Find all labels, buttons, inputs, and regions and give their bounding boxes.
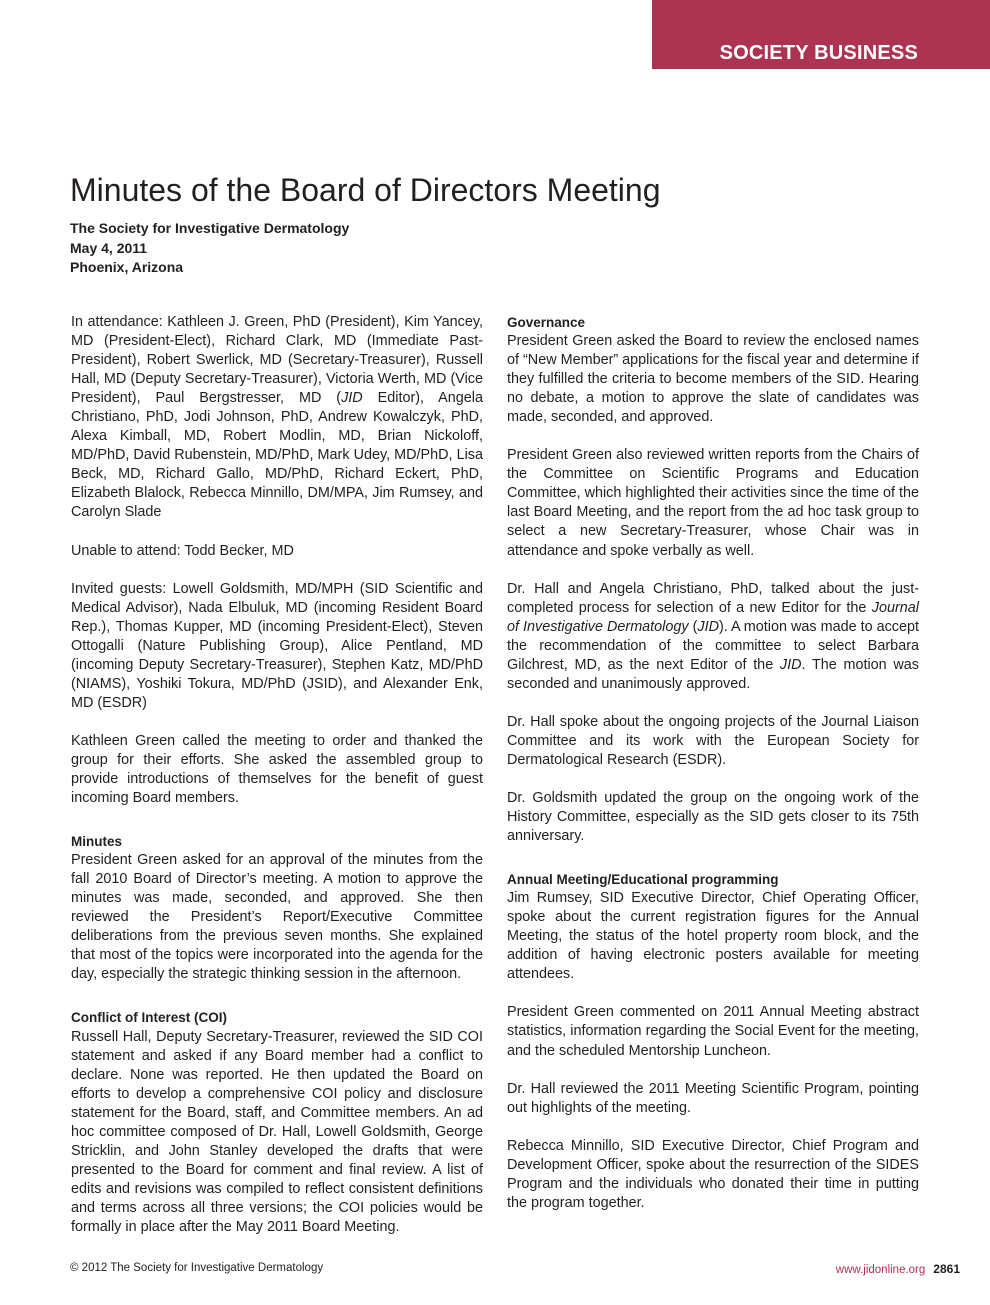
page-number: 2861 [933, 1262, 960, 1276]
guests-paragraph: Invited guests: Lowell Goldsmith, MD/MPH (SID Scientific and Medical Advisor), Nada Elbuluk, MD (incoming Resident Board Rep.), Thomas Kupper, MD (incoming President-Elect), Steven Ottogalli (Nature Publishing Group), Alice Pentland, MD (incoming Deputy Secretary-Treasurer), Stephen Katz, MD/PhD (NIAMS), Yoshiki Tokura, MD/PhD (JSID), and Alexander Enk, MD (ESDR) [71, 580, 483, 711]
journal-url-link[interactable]: www.jidonline.org [835, 1264, 926, 1276]
history-paragraph: Dr. Goldsmith updated the group on the ongoing work of the History Committee, especially as the SID gets closer to its 75th anniversary. [507, 789, 919, 845]
governance-paragraph-2: President Green also reviewed written reports from the Chairs of the Committee on Scientific Programs and Education Committee, which highlighted their activities since the time of the last Board Meeting, and the report from the ad hoc task group to select a new Secretary-Treasurer, whose Chair was in attendance and spoke verbally as well. [507, 447, 919, 559]
jid-abbrev: JID [779, 656, 802, 673]
article-title: Minutes of the Board of Directors Meeting [70, 172, 661, 208]
article-meta [70, 219, 349, 278]
right-column [507, 313, 919, 1232]
coi-paragraph: Russell Hall, Deputy Secretary-Treasurer, reviewed the SID COI statement and asked if any Board member had a conflict to declare. None was reported. He then updated the Board on efforts to develop a comprehensive COI policy and disclosure statement for the Board, staff, and Committee members. An ad hoc committee composed of Dr. Hall, Lowell Goldsmith, George Stricklin, and John Stanley developed the drafts that were presented to the Board for comment and final review. A list of edits and revisions was compiled to reflect consistent definitions and terms across all three versions; the COI policies would be formally in place after the May 2011 Board Meeting. [71, 1028, 483, 1235]
liaison-paragraph: Dr. Hall spoke about the ongoing projects of the Journal Liaison Committee and its work with the European Society for Dermatological Research (ESDR). [507, 713, 919, 768]
organization-name: The Society for Investigative Dermatology [70, 220, 350, 236]
minutes-heading: Minutes [71, 834, 123, 850]
annual-paragraph-4: Rebecca Minnillo, SID Executive Director, Chief Program and Development Officer, spoke about the resurrection of the SIDES Program and the individuals who donated their time in putting the program together. [507, 1137, 919, 1211]
coi-heading: Conflict of Interest (COI) [71, 1010, 227, 1026]
section-label: SOCIETY BUSINESS [719, 42, 918, 64]
jid-abbrev: JID [697, 618, 719, 635]
jid-abbrev: JID [341, 390, 363, 407]
meeting-location: Phoenix, Arizona [70, 259, 184, 275]
unable-paragraph: Unable to attend: Todd Becker, MD [71, 542, 294, 559]
editor-paragraph: Dr. Hall and Angela Christiano, PhD, talked about the just-completed process for selection of a new Editor for the Journal of Investigative Dermatology (JID). A motion was made to accept the recommendation of the committee to select Barbara Gilchrest, MD, as the next Editor of the JID. The motion was seconded and unanimously approved. [507, 580, 919, 692]
opening-paragraph: Kathleen Green called the meeting to order and thanked the group for their efforts. She asked the assembled group to provide introductions of themselves for the benefit of guest incoming Board members. [71, 732, 483, 807]
section-banner [652, 0, 990, 69]
annual-paragraph-3: Dr. Hall reviewed the 2011 Meeting Scientific Program, pointing out highlights of the meeting. [507, 1080, 919, 1116]
left-column [71, 313, 483, 1256]
governance-heading: Governance [507, 315, 586, 330]
meeting-date: May 4, 2011 [70, 239, 148, 256]
attendance-paragraph: In attendance: Kathleen J. Green, PhD (President), Kim Yancey, MD (President-Elect), Richard Clark, MD (Immediate Past-President), Robert Swerlick, MD (Secretary-Treasurer), Russell Hall, MD (Deputy Secretary-Treasurer), Victoria Werth, MD (Vice President), Paul Bergstresser, MD (JID Editor), Angela Christiano, PhD, Jodi Johnson, PhD, Andrew Kowalczyk, PhD, Alexa Kimball, MD, Robert Modlin, MD, Brian Nickoloff, MD/PhD, David Rubenstein, MD/PhD, Mark Udey, MD/PhD, Lisa Beck, MD, Richard Gallo, MD/PhD, Richard Eckert, PhD, Elizabeth Blalock, Rebecca Minnillo, DM/MPA, Jim Rumsey, and Carolyn Slade [71, 314, 483, 521]
annual-paragraph-2: President Green commented on 2011 Annual Meeting abstract statistics, information regarding the Social Event for the meeting, and the scheduled Mentorship Luncheon. [507, 1004, 919, 1059]
footer-right [836, 1262, 960, 1276]
governance-paragraph-1: President Green asked the Board to review the enclosed names of “New Member” applications for the fiscal year and determine if they fulfilled the criteria to become members of the SID. Hearing no debate, a motion to approve the slate of candidates was made, seconded, and approved. [507, 333, 919, 426]
journal-name: Journal of Investigative Dermatology [507, 599, 919, 635]
copyright-notice: © 2012 The Society for Investigative Dermatology [70, 1262, 324, 1274]
minutes-paragraph: President Green asked for an approval of the minutes from the fall 2010 Board of Director’s meeting. A motion to approve the minutes was made, seconded, and approved. She then reviewed the President’s Report/Executive Committee deliberations from the previous seven months. She explained that most of the topics were incorporated into the agenda for the day, especially the strategic thinking session in the afternoon. [71, 852, 483, 983]
annual-paragraph-1: Jim Rumsey, SID Executive Director, Chief Operating Officer, spoke about the current registration figures for the Annual Meeting, the status of the hotel property room block, and the addition of having electronic posters available for meeting attendees. [507, 890, 919, 983]
annual-meeting-heading: Annual Meeting/Educational programming [507, 872, 779, 888]
